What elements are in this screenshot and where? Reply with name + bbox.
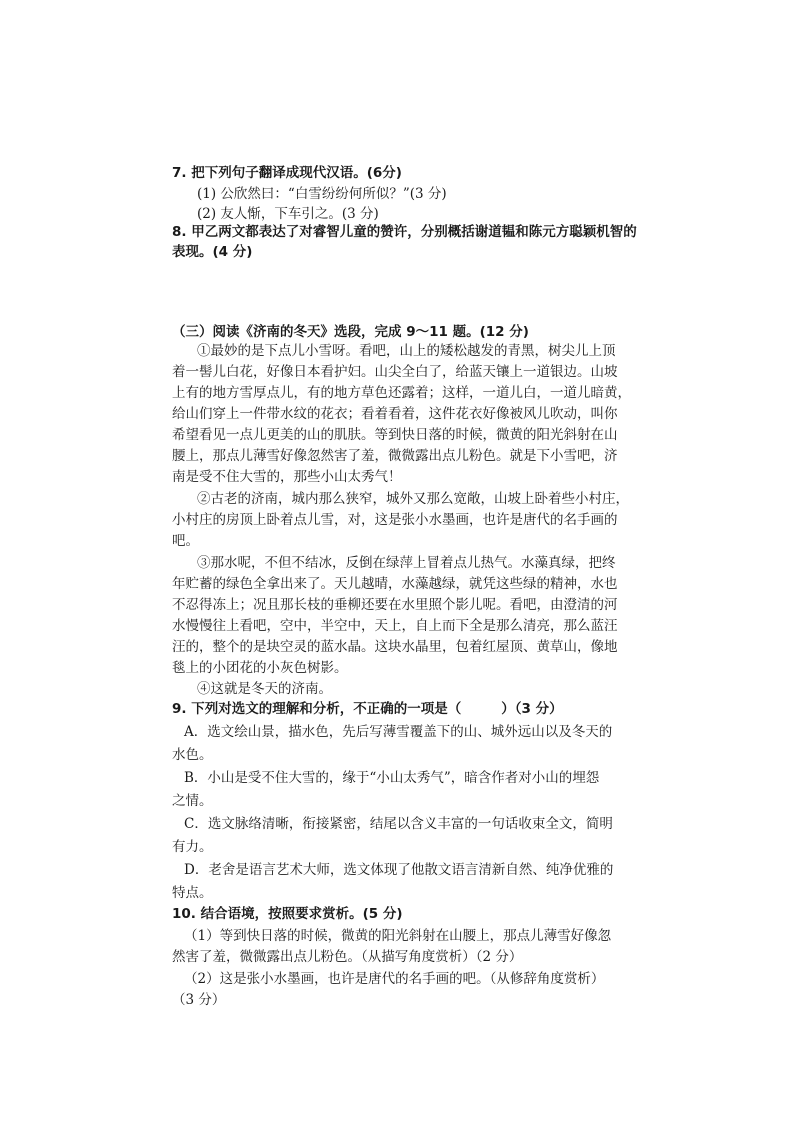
question-9-title-b: ）（3 分） bbox=[501, 701, 563, 717]
passage-p3-line-4: 水慢慢往上看吧，空中，半空中，天上，自上而下全是那么清亮，那么蓝汪 bbox=[172, 618, 618, 634]
section-3-title: （三）阅读《济南的冬天》选段，完成 9～11 题。(12 分) bbox=[172, 324, 529, 340]
passage-p1-line-4: 给山们穿上一件带水纹的花衣；看着看着，这件花衣好像被风儿吹动，叫你 bbox=[172, 406, 618, 422]
question-9-title bbox=[172, 699, 563, 719]
option-b-line-1: B．小山是受不住大雪的，缘于“小山太秀气”，暗含作者对小山的埋怨 bbox=[184, 770, 600, 786]
passage-p1-line-1: ①最妙的是下点儿小雪呀。看吧，山上的矮松越发的青黑，树尖儿上顶 bbox=[197, 343, 616, 359]
question-8-line-1: 8. 甲乙两文都表达了对睿智儿童的赞许，分别概括谢道韫和陈元方聪颖机智的 bbox=[172, 224, 637, 240]
option-c-line-2: 有力。 bbox=[172, 839, 213, 855]
passage-p1-line-3: 上有的地方雪厚点儿，有的地方草色还露着；这样，一道儿白，一道儿暗黄， bbox=[172, 385, 631, 401]
passage-p3-line-6: 毯上的小团花的小灰色树影。 bbox=[172, 660, 348, 676]
passage-p2-line-2: 小村庄的房顶上卧着点儿雪，对，这是张小水墨画，也许是唐代的名手画的 bbox=[172, 512, 618, 528]
passage-p3-line-1: ③那水呢，不但不结冰，反倒在绿萍上冒着点儿热气。水藻真绿，把终 bbox=[197, 555, 616, 571]
option-c-line-1: C．选文脉络清晰，衔接紧密，结尾以含义丰富的一句话收束全文，简明 bbox=[184, 816, 613, 832]
question-10-sub-1-line-2: 然害了羞，微微露出点儿粉色。（从描写角度赏析）（2 分） bbox=[172, 949, 523, 965]
option-a-line-2: 水色。 bbox=[172, 747, 213, 763]
question-9-title-a: 9. 下列对选文的理解和分析，不正确的一项是（ bbox=[172, 701, 462, 717]
passage-p2-line-3: 吧。 bbox=[172, 533, 199, 549]
question-7-sub-1: (1) 公欣然曰：“白雪纷纷何所似？”(3 分) bbox=[197, 186, 447, 202]
passage-p3-line-3: 不忍得冻上；况且那长枝的垂柳还要在水里照个影儿呢。看吧，由澄清的河 bbox=[172, 597, 618, 613]
question-10-sub-1-line-1: （1）等到快日落的时候，微黄的阳光斜射在山腰上，那点儿薄雪好像忽 bbox=[184, 928, 612, 944]
passage-p1-line-7: 南是受不住大雪的，那些小山太秀气！ bbox=[172, 469, 402, 485]
passage-p4-line-1: ④这就是冬天的济南。 bbox=[197, 681, 332, 697]
option-d-line-2: 特点。 bbox=[172, 885, 213, 901]
passage-p1-line-2: 着一髻儿白花，好像日本看护妇。山尖全白了，给蓝天镶上一道银边。山坡 bbox=[172, 364, 618, 380]
question-7-sub-2: (2) 友人惭，下车引之。(3 分) bbox=[197, 206, 379, 222]
question-7-title: 7. 把下列句子翻译成现代汉语。(6分) bbox=[172, 165, 402, 181]
passage-p1-line-6: 腰上，那点儿薄雪好像忽然害了羞，微微露出点儿粉色。就是下小雪吧，济 bbox=[172, 448, 618, 464]
question-8-line-2: 表现。(4 分) bbox=[172, 244, 253, 260]
passage-p2-line-1: ②古老的济南，城内那么狭窄，城外又那么宽敞，山坡上卧着些小村庄， bbox=[197, 491, 629, 507]
question-10-title: 10. 结合语境，按照要求赏析。(5 分) bbox=[172, 906, 403, 922]
option-d-line-1: D．老舍是语言艺术大师，选文体现了他散文语言清新自然、纯净优雅的 bbox=[184, 862, 614, 878]
question-10-sub-2-line-1: （2）这是张小水墨画，也许是唐代的名手画的吧。（从修辞角度赏析） bbox=[184, 971, 605, 987]
passage-p3-line-2: 年贮蓄的绿色全拿出来了。天儿越晴，水藻越绿，就凭这些绿的精神，水也 bbox=[172, 576, 618, 592]
question-10-sub-2-line-2: （3 分） bbox=[172, 992, 226, 1008]
passage-p3-line-5: 汪的，整个的是块空灵的蓝水晶。这块水晶里，包着红屋顶、黄草山，像地 bbox=[172, 639, 618, 655]
option-a-line-1: A．选文绘山景，描水色，先后写薄雪覆盖下的山、城外远山以及冬天的 bbox=[184, 724, 613, 740]
option-b-line-2: 之情。 bbox=[172, 793, 213, 809]
passage-p1-line-5: 希望看见一点儿更美的山的肌肤。等到快日落的时候，微黄的阳光斜射在山 bbox=[172, 427, 618, 443]
